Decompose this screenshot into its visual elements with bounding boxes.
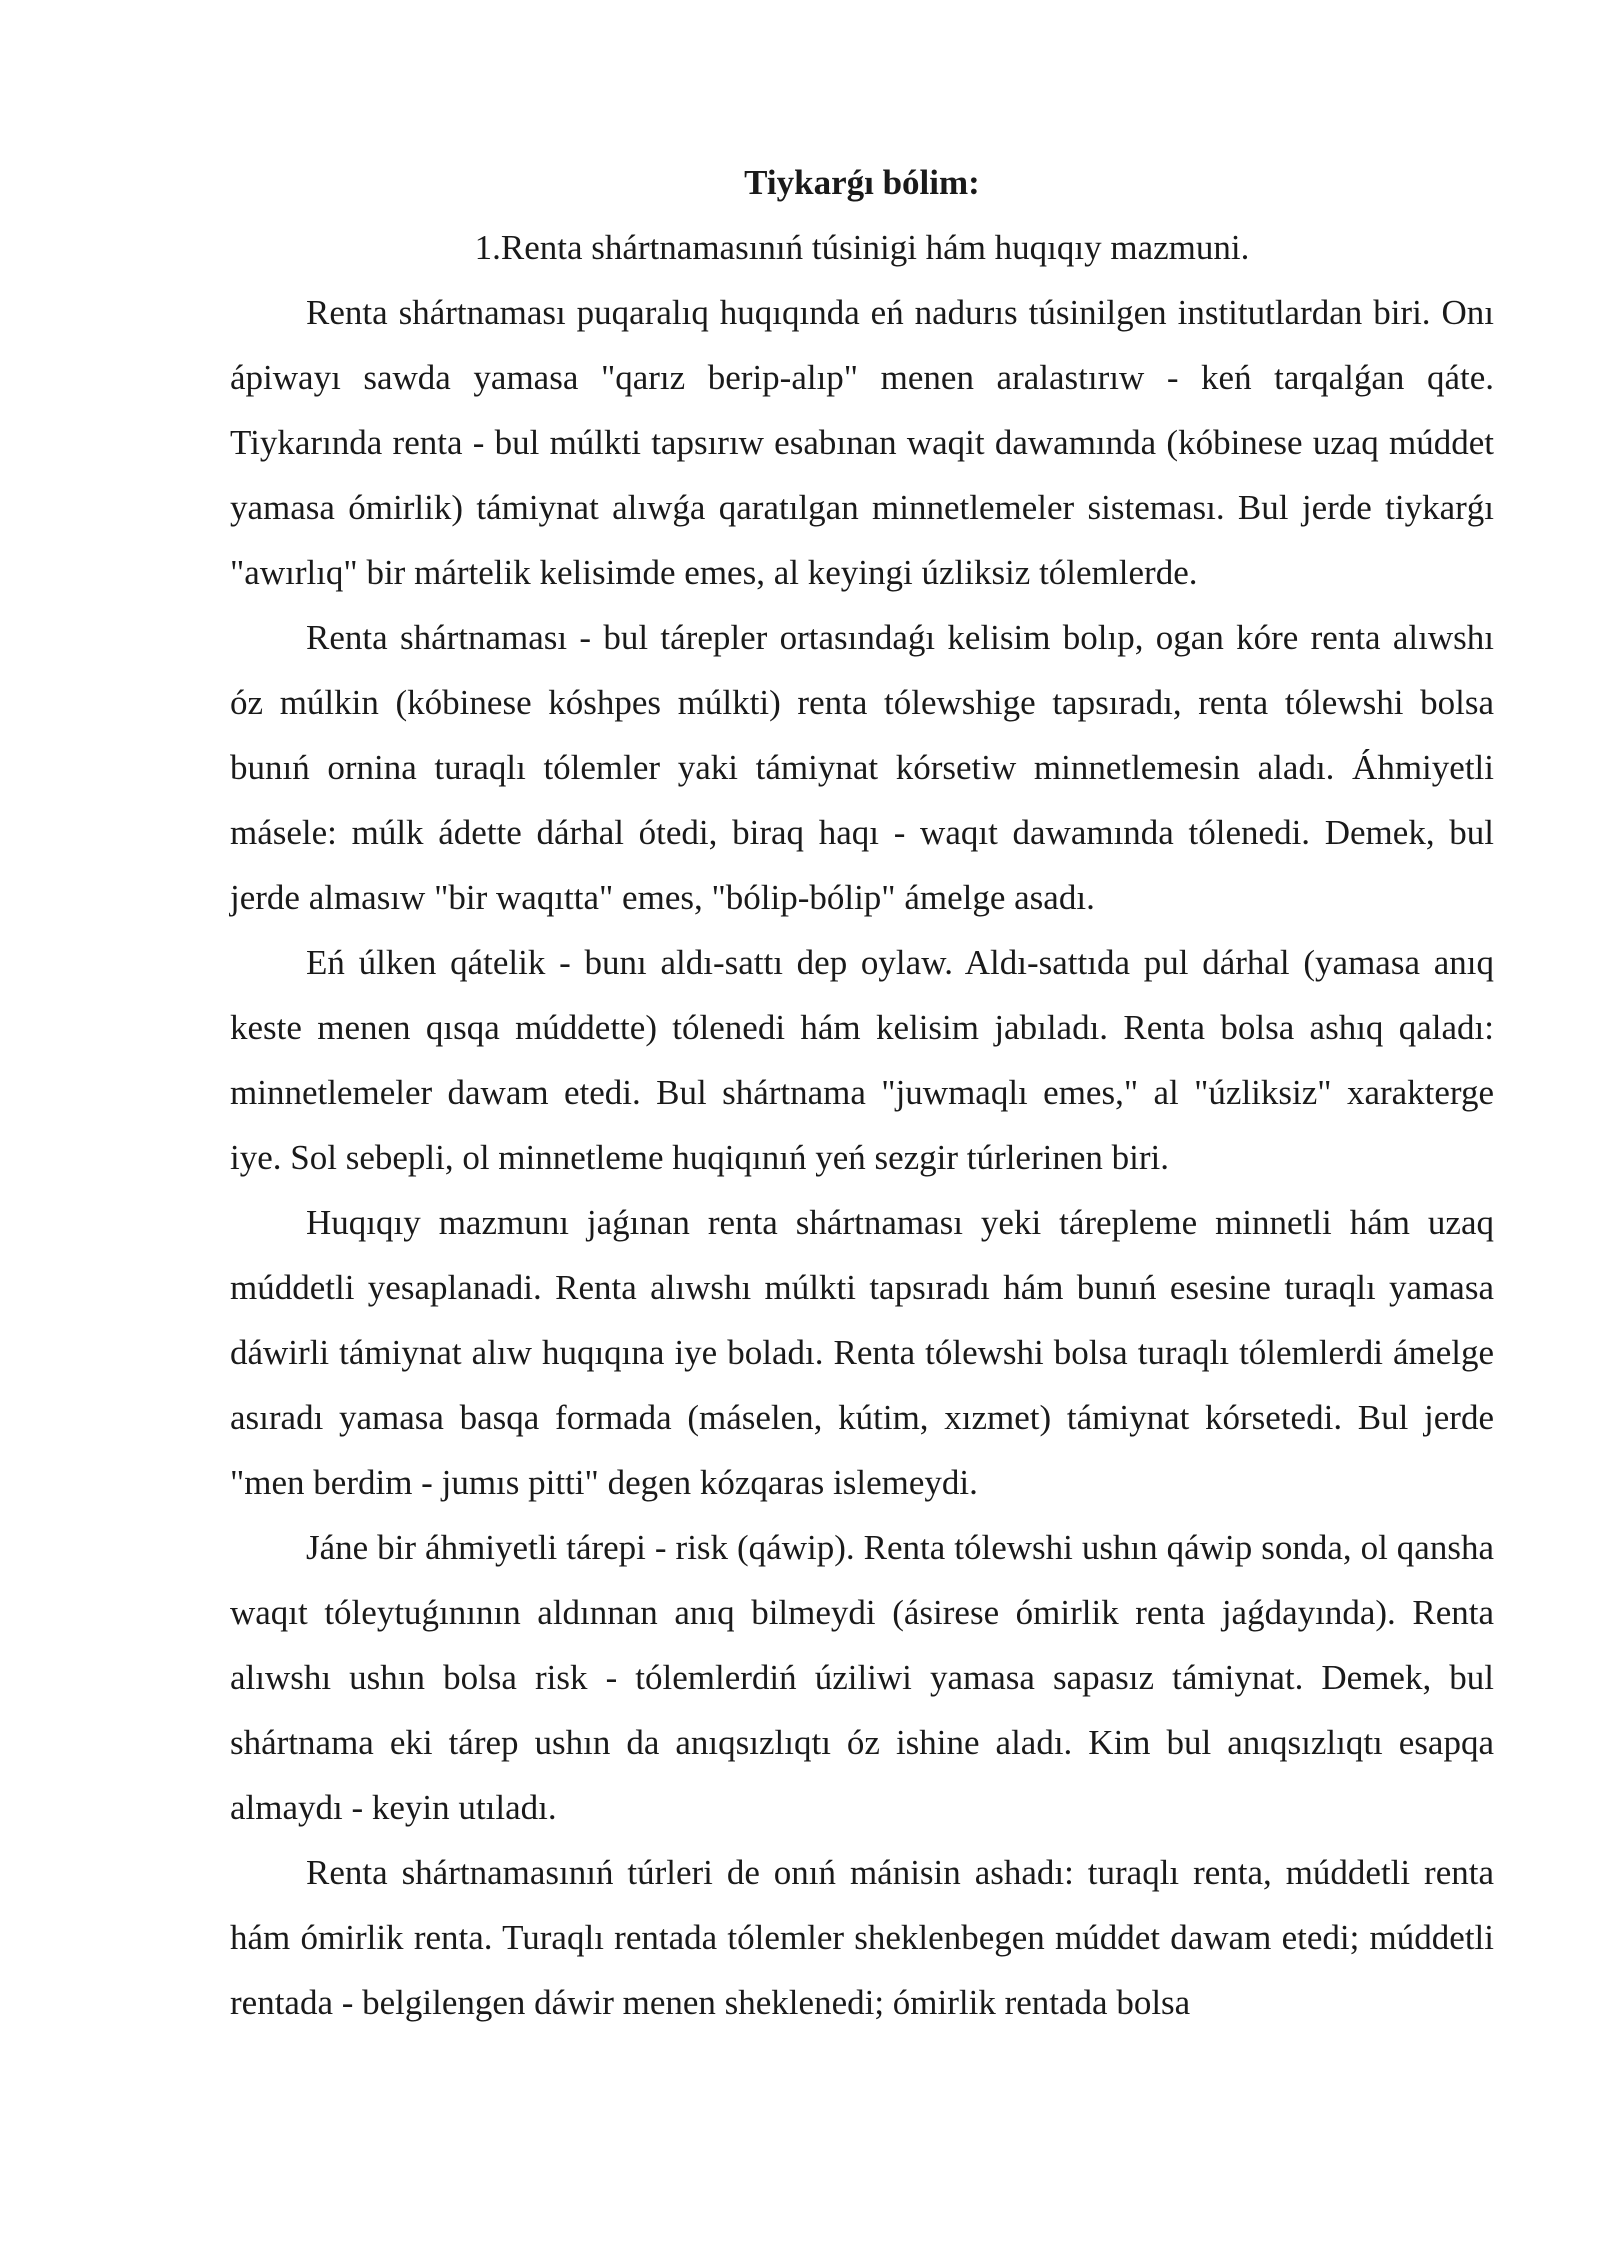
paragraph: Renta shártnaması puqaralıq huqıqında eń nadurıs túsinilgen institutlardan biri. Onı ápiwayı sawda yamasa "qarız berip-alıp" menen aralastırıw - keń tarqalǵan qáte. Tiykarında renta - bul múlkti tapsırıw esabınan waqit dawamında (kóbinese uzaq múddet yamasa ómirlik) támiynat alıwǵa qaratılgan minnetlemeler sisteması. Bul jerde tiykarǵı "awırlıq" bir mártelik kelisimde emes, al keyingi úzliksiz tólemlerde. [230,293,1494,592]
paragraph: Renta shártnaması - bul tárepler ortasındaǵı kelisim bolıp, ogan kóre renta alıwshı óz múlkin (kóbinese kóshpes múlkti) renta tólewshige tapsıradı, renta tólewshi bolsa bunıń ornina turaqlı tólemler yaki támiynat kórsetiw minnetlemesin aladı. Áhmiyetli másele: múlk ádette dárhal ótedi, biraq haqı - waqıt dawamında tólenedi. Demek, bul jerde almasıw "bir waqıtta" emes, "bólip-bólip" ámelge asadı. [230,618,1494,917]
paragraph: Jáne bir áhmiyetli tárepi - risk (qáwip). Renta tólewshi ushın qáwip sonda, ol qansha waqıt tóleytuǵınının aldınnan anıq bilmeydi (ásirese ómirlik renta jaǵdayında). Renta alıwshı ushın bolsa risk - tólemlerdiń úziliwi yamasa sapasız támiynat. Demek, bul shártnama eki tárep ushın da anıqsızlıqtı óz ishine aladı. Kim bul anıqsızlıqtı esapqa almaydı - keyin utıladı. [230,1528,1494,1827]
section-heading: Tiykarǵı bólim: [744,163,980,202]
paragraph: Huqıqıy mazmunı jaǵınan renta shártnaması yeki tárepleme minnetli hám uzaq múddetli yesaplanadi. Renta alıwshı múlkti tapsıradı hám bunıń esesine turaqlı yamasa dáwirli támiynat alıw huqıqına iye boladı. Renta tólewshi bolsa turaqlı tólemlerdi ámelge asıradı yamasa basqa formada (máselen, kútim, xızmet) támiynat kórsetedi. Bul jerde "men berdim - jumıs pitti" degen kózqaras islemeydi. [230,1203,1494,1502]
document-body [230,150,1494,2035]
section-subheading: 1.Renta shártnamasınıń túsinigi hám huqıqıy mazmuni. [474,228,1250,267]
paragraph: Eń úlken qátelik - bunı aldı-sattı dep oylaw. Aldı-sattıda pul dárhal (yamasa anıq keste menen qısqa múddette) tólenedi hám kelisim jabıladı. Renta bolsa ashıq qaladı: minnetlemeler dawam etedi. Bul shártnama "juwmaqlı emes," al "úzliksiz" xarakterge iye. Sol sebepli, ol minnetleme huqiqınıń yeń sezgir túrlerinen biri. [230,943,1494,1177]
paragraph: Renta shártnamasınıń túrleri de onıń mánisin ashadı: turaqlı renta, múddetli renta hám ómirlik renta. Turaqlı rentada tólemler sheklenbegen múddet dawam etedi; múddetli rentada - belgilengen dáwir menen sheklenedi; ómirlik rentada bolsa [230,1853,1494,2022]
